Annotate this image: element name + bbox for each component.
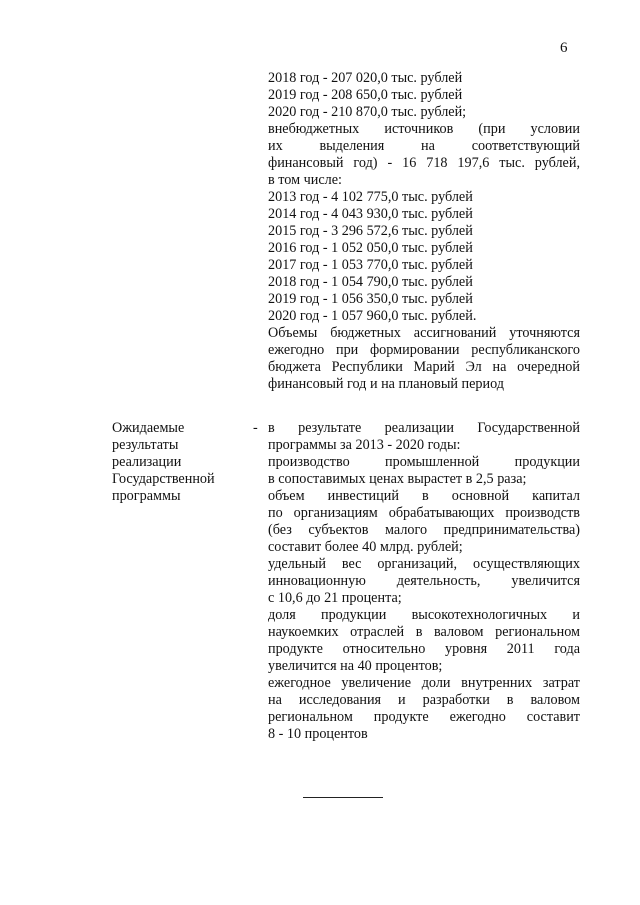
text-line: 2013 год - 4 102 775,0 тыс. рублей — [268, 189, 473, 205]
page-number: 6 — [560, 40, 568, 56]
text-line: 2016 год - 1 052 050,0 тыс. рублей — [268, 240, 473, 256]
text-line: объем инвестиций в основной капитал — [268, 488, 580, 504]
text-line: ежегодно при формировании республиканского — [268, 342, 580, 358]
text-line: 2019 год - 208 650,0 тыс. рублей — [268, 87, 463, 103]
text-line: 2020 год - 210 870,0 тыс. рублей; — [268, 104, 467, 120]
text-line: 2014 год - 4 043 930,0 тыс. рублей — [268, 206, 473, 222]
text-line: финансовый год) - 16 718 197,6 тыс. рублей, — [268, 155, 580, 171]
label-line: Ожидаемые — [112, 420, 185, 436]
text-line: доля продукции высокотехнологичных и — [268, 607, 580, 623]
text-line: финансовый год и на плановый период — [268, 376, 505, 392]
text-line: 2019 год - 1 056 350,0 тыс. рублей — [268, 291, 473, 307]
text-line: наукоемких отраслей в валовом региональном — [268, 624, 580, 640]
text-line: 2015 год - 3 296 572,6 тыс. рублей — [268, 223, 473, 239]
results-label — [112, 420, 215, 505]
text-line: инновационную деятельность, увеличится — [268, 573, 580, 589]
label-line: результаты — [112, 437, 179, 453]
text-line: бюджета Республики Марий Эл на очередной — [268, 359, 580, 375]
text-line: программы за 2013 - 2020 годы: — [268, 437, 461, 453]
footer-rule — [303, 797, 383, 798]
text-line: 2018 год - 207 020,0 тыс. рублей — [268, 70, 463, 86]
text-line: в результате реализации Государственной — [268, 420, 580, 436]
text-line: на исследования и разработки в валовом — [268, 692, 580, 708]
text-line: (без субъектов малого предпринимательства) — [268, 522, 580, 538]
text-line: составит более 40 млрд. рублей; — [268, 539, 463, 555]
label-line: Государственной — [112, 471, 215, 487]
text-line: в сопоставимых ценах вырастет в 2,5 раза; — [268, 471, 527, 487]
funding-text-block — [268, 70, 580, 393]
text-line: увеличится на 40 процентов; — [268, 658, 443, 674]
text-line: региональном продукте ежегодно составит — [268, 709, 580, 725]
label-line: реализации — [112, 454, 182, 470]
text-line: 2018 год - 1 054 790,0 тыс. рублей — [268, 274, 473, 290]
text-line: продукте относительно уровня 2011 года — [268, 641, 580, 657]
results-text-block — [268, 420, 580, 743]
text-line: их выделения на соответствующий — [268, 138, 580, 154]
text-line: производство промышленной продукции — [268, 454, 580, 470]
text-line: с 10,6 до 21 процента; — [268, 590, 402, 606]
text-line: по организациям обрабатывающих производств — [268, 505, 580, 521]
text-line: в том числе: — [268, 172, 342, 188]
text-line: 2020 год - 1 057 960,0 тыс. рублей. — [268, 308, 477, 324]
row-dash: - — [253, 420, 258, 436]
text-line: удельный вес организаций, осуществляющих — [268, 556, 580, 572]
text-line: внебюджетных источников (при условии — [268, 121, 580, 137]
text-line: ежегодное увеличение доли внутренних затрат — [268, 675, 580, 691]
text-line: 2017 год - 1 053 770,0 тыс. рублей — [268, 257, 473, 273]
text-line: Объемы бюджетных ассигнований уточняются — [268, 325, 580, 341]
label-line: программы — [112, 488, 181, 504]
text-line: 8 - 10 процентов — [268, 726, 368, 742]
